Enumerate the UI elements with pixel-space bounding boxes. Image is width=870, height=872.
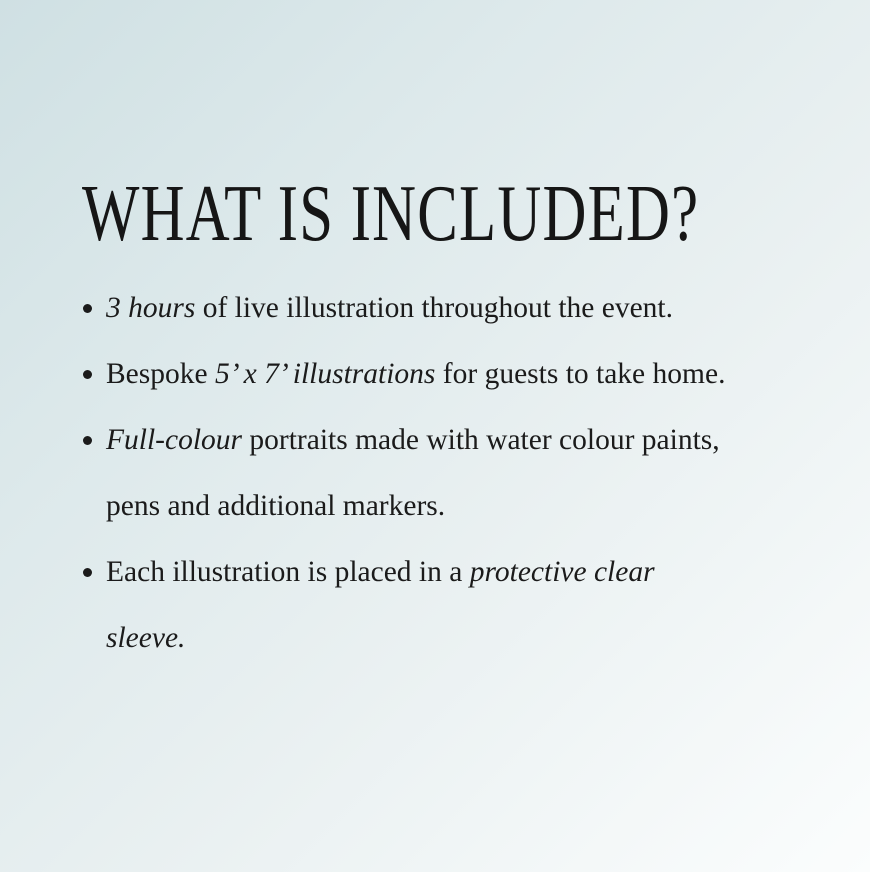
italic-text-segment: Full-colour <box>106 424 243 456</box>
list-item-text <box>106 275 725 341</box>
text-segment: portraits made with water colour paints, <box>242 424 720 456</box>
text-segment: Bespoke <box>106 358 215 390</box>
text-line <box>106 407 725 473</box>
bullet-dot <box>83 568 92 577</box>
included-list <box>82 275 725 671</box>
page-title: WHAT IS INCLUDED? <box>82 170 700 258</box>
text-segment: for guests to take home. <box>435 358 726 390</box>
italic-text-segment: 3 hours <box>106 292 196 324</box>
text-line <box>106 275 725 341</box>
bullet-dot <box>83 304 92 313</box>
list-item <box>82 407 725 539</box>
text-line <box>106 473 725 539</box>
list-item <box>82 539 725 671</box>
list-item-text <box>106 539 725 671</box>
list-item-text <box>106 407 725 539</box>
text-line <box>106 539 725 605</box>
text-line <box>106 341 725 407</box>
bullet-dot <box>83 370 92 379</box>
text-segment: Each illustration is placed in a <box>106 556 470 588</box>
italic-text-segment: sleeve. <box>106 622 186 654</box>
text-segment: pens and additional markers. <box>106 490 446 522</box>
list-item <box>82 341 725 407</box>
italic-text-segment: protective clear <box>469 556 655 588</box>
italic-text-segment: 5’ x 7’ illustrations <box>214 358 436 390</box>
text-line <box>106 605 725 671</box>
list-item <box>82 275 725 341</box>
list-item-text <box>106 341 725 407</box>
bullet-dot <box>83 436 92 445</box>
text-segment: of live illustration throughout the event. <box>195 292 673 324</box>
